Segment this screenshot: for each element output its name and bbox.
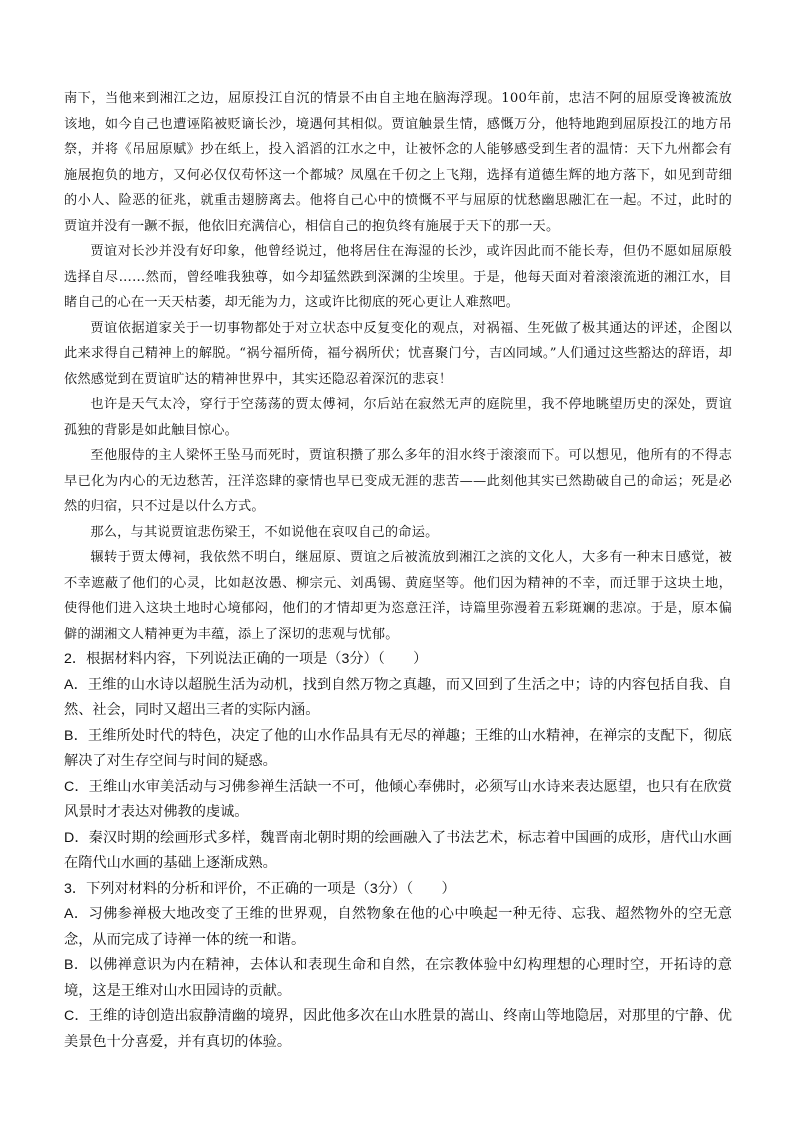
option-a: A．习佛参禅极大地改变了王维的世界观，自然物象在他的心中唤起一种无待、忘我、超然物外的空无意念，从而完成了诗禅一体的统一和谐。 <box>64 906 732 948</box>
option-b: B．王维所处时代的特色，决定了他的山水作品具有无尽的禅趣；王维的山水精神，在禅宗的支配下，彻底解决了对生存空间与时间的疑惑。 <box>64 727 732 769</box>
passage-paragraph: 辗转于贾太傅祠，我依然不明白，继屈原、贾谊之后被流放到湘江之滨的文化人，大多有一种末日感觉，被不幸遮蔽了他们的心灵，比如赵汝愚、柳宗元、刘禹锡、黄庭坚等。他们因为精神的不幸，而迁罪于这块土地，使得他们进入这块土地时心境郁闷，他们的才情却更为恣意汪洋，诗篇里弥漫着五彩斑斓的悲凉。于是，原本偏僻的湖湘文人精神更为丰蕴，添上了深切的悲观与忧郁。 <box>64 550 732 642</box>
question-3 <box>64 877 732 1056</box>
option-d: D．秦汉时期的绘画形式多样，魏晋南北朝时期的绘画融入了书法艺术，标志着中国画的成形，唐代山水画在隋代山水画的基础上逐渐成熟。 <box>64 829 732 871</box>
option-b: B．以佛禅意识为内在精神，去体认和表现生命和自然，在宗教体验中幻构理想的心理时空，开拓诗的意境，这是王维对山水田园诗的贡献。 <box>64 957 732 999</box>
option-a: A．王维的山水诗以超脱生活为动机，找到自然万物之真趣，而又回到了生活之中；诗的内容包括自我、自然、社会，同时又超出三者的实际内涵。 <box>64 676 732 718</box>
reading-passage <box>64 86 732 647</box>
passage-paragraph: 那么，与其说贾谊悲伤梁王，不如说他在哀叹自己的命运。 <box>90 524 439 540</box>
option-c: C．王维山水审美活动与习佛参禅生活缺一不可，他倾心奉佛时，必须写山水诗来表达愿望，也只有在欣赏风景时才表达对佛教的虔诚。 <box>64 778 732 820</box>
question-2 <box>64 647 732 877</box>
option-c: C．王维的诗创造出寂静清幽的境界，因此他多次在山水胜景的嵩山、终南山等地隐居，对那里的宁静、优美景色十分喜爱，并有真切的体验。 <box>64 1008 732 1050</box>
document-page <box>64 86 732 1055</box>
passage-paragraph: 贾谊依据道家关于一切事物都处于对立状态中反复变化的观点，对祸福、生死做了极其通达的评述，企图以此来求得自己精神上的解脱。“祸兮福所倚，福兮祸所伏；忧喜聚门兮，吉凶同域。”人们通过这些豁达的辞语，却依然感觉到在贾谊旷达的精神世界中，其实还隐忍着深沉的悲哀！ <box>64 320 732 387</box>
passage-paragraph: 贾谊对长沙并没有好印象，他曾经说过，他将居住在海湿的长沙，或许因此而不能长寿，但仍不愿如屈原般选择自尽……然而，曾经唯我独尊，如今却猛然跌到深渊的尘埃里。于是，他每天面对着滚滚流逝的湘江水，目睹自己的心在一天天枯萎，却无能为力，这或许比彻底的死心更让人难熬吧。 <box>64 244 732 310</box>
passage-paragraph: 也许是天气太冷，穿行于空荡荡的贾太傅祠，尔后站在寂然无声的庭院里，我不停地眺望历史的深处，贾谊孤独的背影是如此触目惊心。 <box>64 397 732 438</box>
passage-paragraph: 至他服侍的主人梁怀王坠马而死时，贾谊积攒了那么多年的泪水终于滚滚而下。可以想见，他所有的不得志早已化为内心的无边愁苦，汪洋恣肆的豪情也早已变成无涯的悲苦——此刻他其实已然勘破自己的命运；死是必然的归宿，只不过是以什么方式。 <box>64 448 732 514</box>
question-stem: 3．下列对材料的分析和评价，不正确的一项是（3分）（ ） <box>64 880 456 897</box>
passage-paragraph: 南下，当他来到湘江之边，屈原投江自沉的情景不由自主地在脑海浮现。100年前，忠洁不阿的屈原受谗被流放该地，如今自己也遭诬陷被贬谪长沙，境遇何其相似。贾谊触景生情，感慨万分，他特地跑到屈原投江的地方吊祭，并将《吊屈原赋》抄在纸上，投入滔滔的江水之中，让被怀念的人能够感受到生者的温情：天下九州都会有施展抱负的地方，又何必仅仅苟怀这一个都城？凤凰在千仞之上飞翔，选择有道德生辉的地方落下，如见到苛细的小人、险恶的征兆，就重击翅膀离去。他将自己心中的愤慨不平与屈原的忧愁幽思融汇在一起。不过，此时的贾谊并没有一蹶不振，他依旧充满信心，相信自己的抱负终有施展于天下的那一天。 <box>64 91 732 234</box>
question-section <box>64 647 732 1055</box>
question-stem: 2．根据材料内容，下列说法正确的一项是（3分）（ ） <box>64 651 428 667</box>
